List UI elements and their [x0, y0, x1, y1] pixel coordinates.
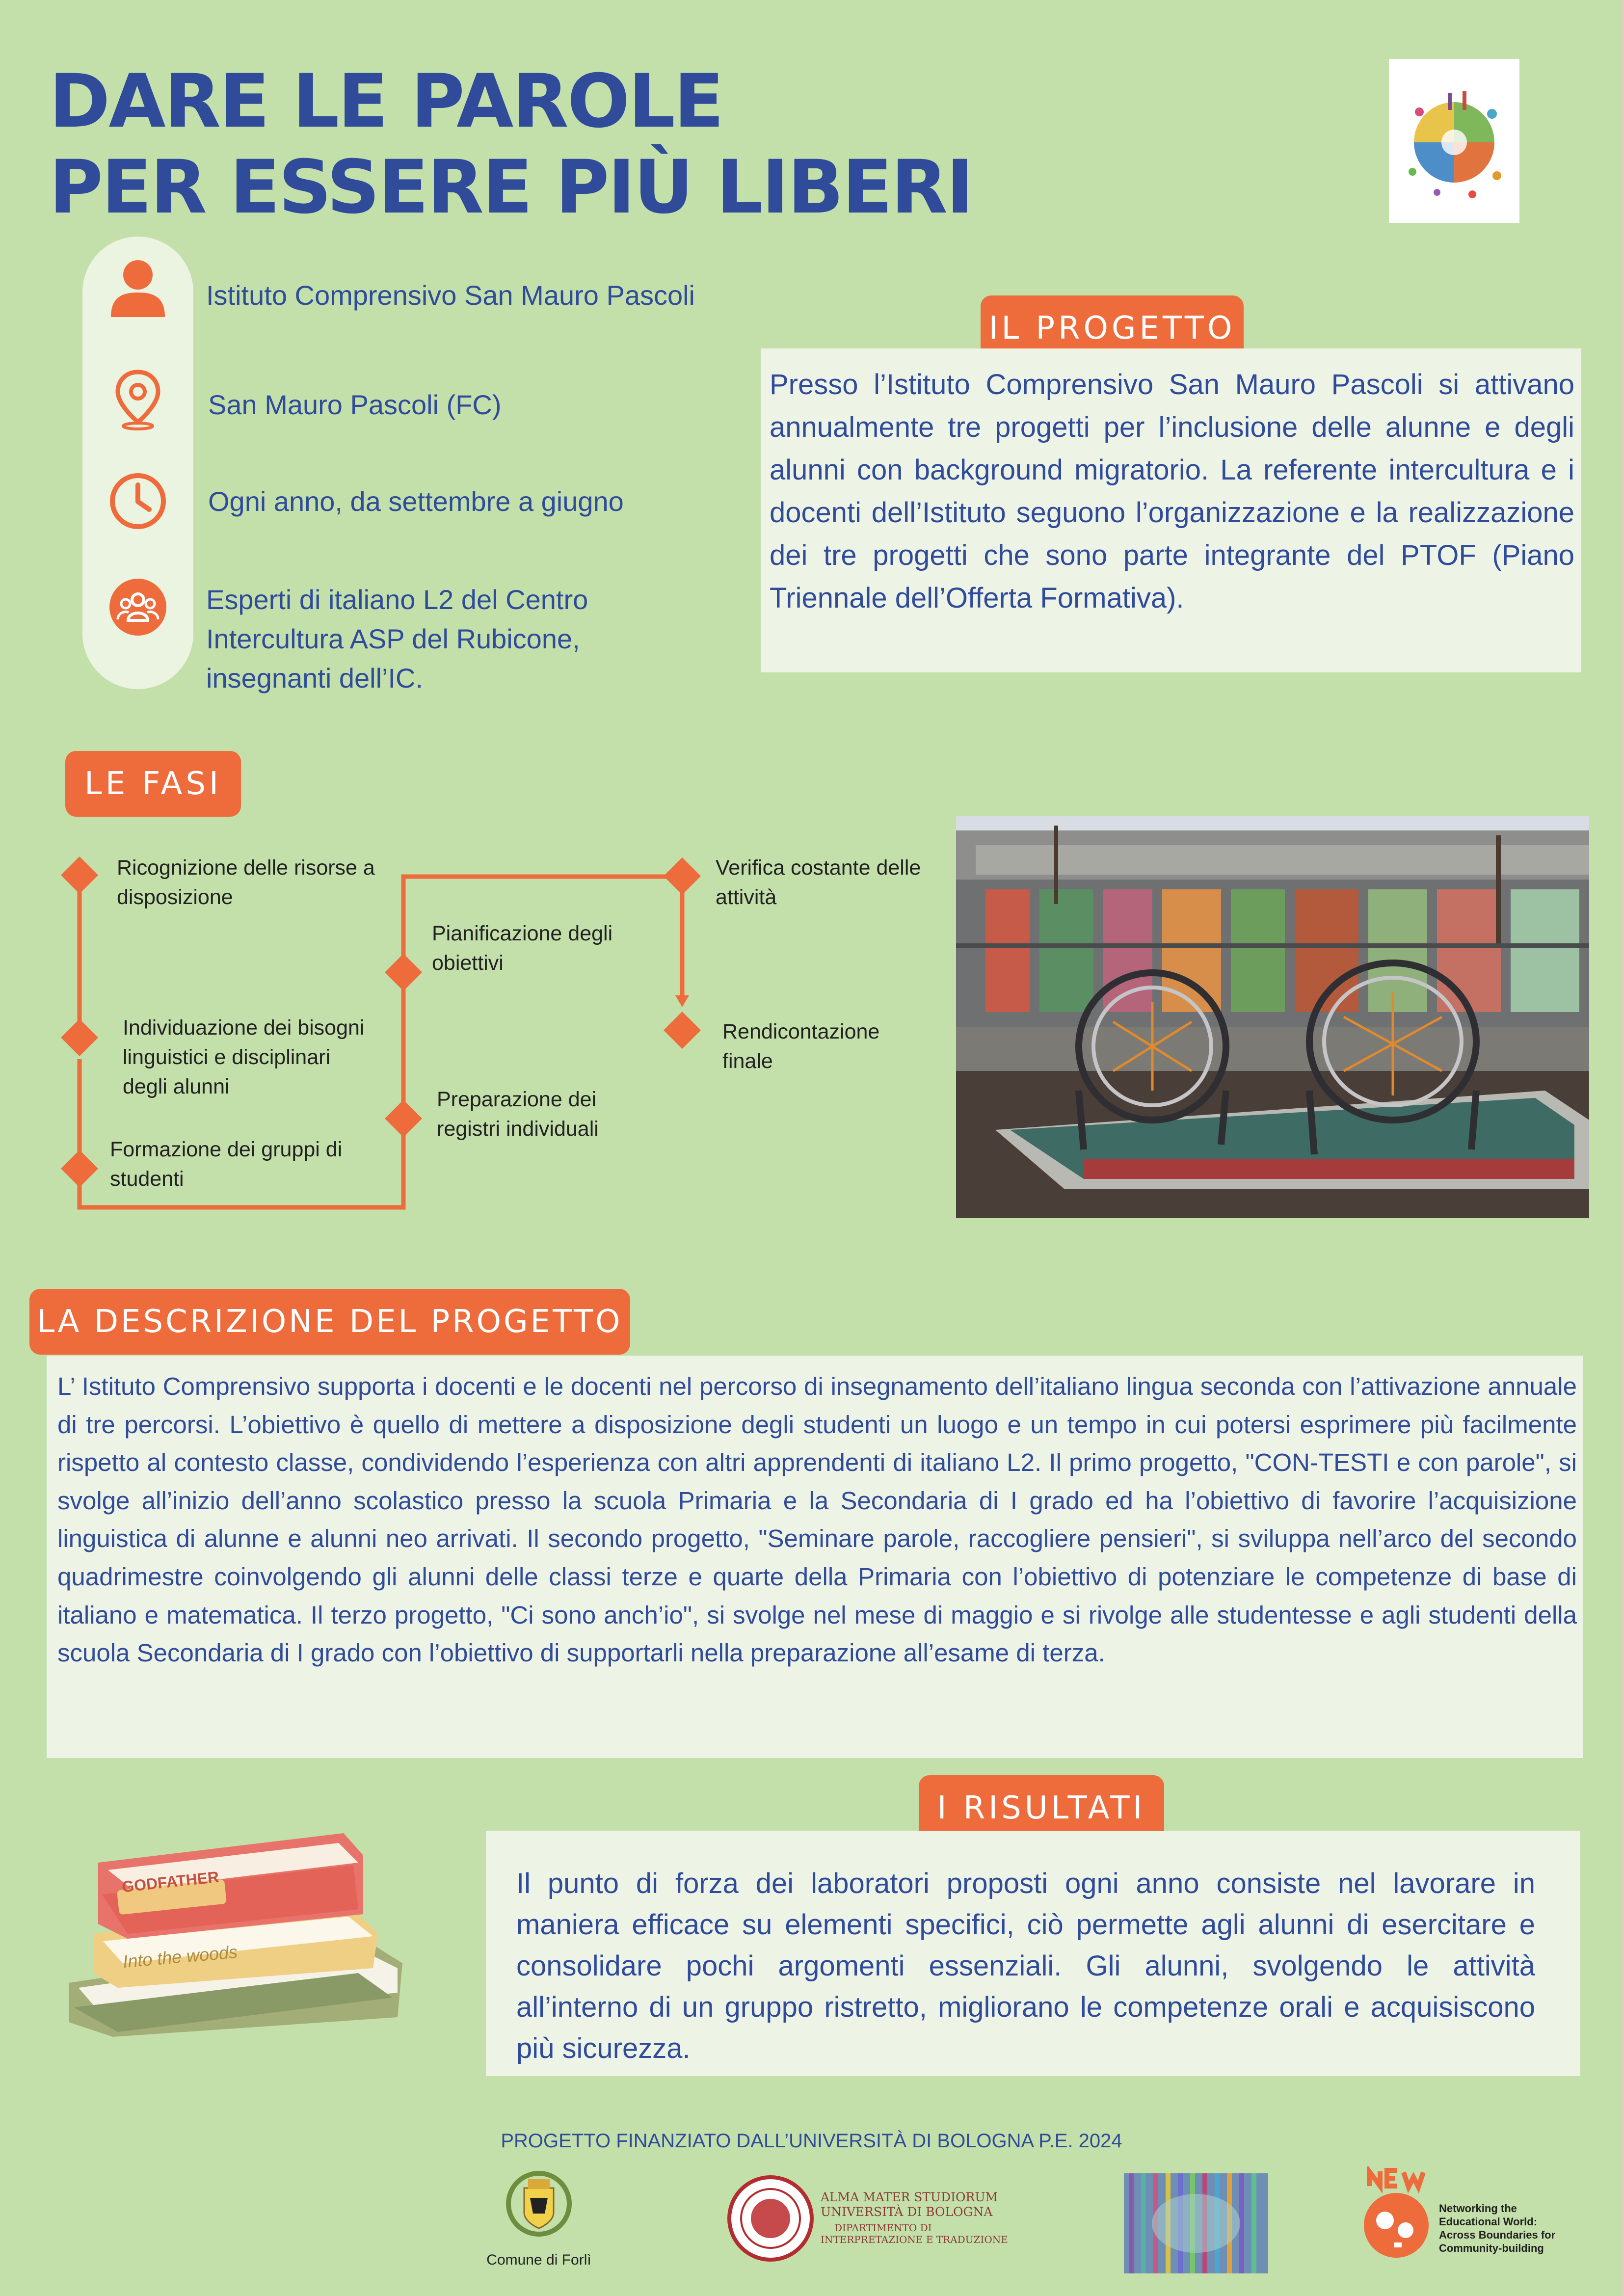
project-people: Esperti di italiano L2 del Centro Intercultura ASP del Rubicone, insegnanti dell’IC.: [206, 584, 588, 694]
comune-label: Comune di Forlì: [486, 2252, 591, 2268]
new-abc-logo: [1355, 2166, 1438, 2265]
school-name: Istituto Comprensivo San Mauro Pascoli: [206, 280, 695, 311]
descrizione-tag: LA DESCRIZIONE DEL PROGETTO: [29, 1289, 630, 1355]
le-fasi-tag: LE FASI: [65, 751, 241, 817]
school-location: San Mauro Pascoli (FC): [208, 389, 502, 420]
step-2: Individuazione dei bisogni linguistici e disciplinari degli alunni: [123, 1016, 365, 1098]
new-line-3: Across Boundaries for: [1439, 2229, 1556, 2241]
clock-icon: [106, 469, 170, 533]
books-illustration: [59, 1816, 412, 2047]
project-period: Ogni anno, da settembre a giugno: [208, 486, 624, 517]
step-diamond: [385, 1100, 422, 1137]
unibo-seal: [726, 2174, 815, 2263]
step-4: Preparazione dei registri individuali: [437, 1088, 599, 1141]
step-diamond: [664, 1012, 701, 1049]
risultati-tag: I RISULTATI: [919, 1775, 1164, 1841]
project-logo: [1389, 59, 1519, 223]
unibo-line-3: DIPARTIMENTO DI: [834, 2222, 932, 2234]
step-1: Ricognizione delle risorse a disposizione: [117, 856, 375, 909]
unibo-line-2: UNIVERSITÀ DI BOLOGNA: [821, 2205, 993, 2219]
step-diamond: [61, 856, 98, 894]
people-group-icon: [106, 575, 170, 639]
descrizione-card: [47, 1356, 1583, 1758]
new-line-2: Educational World:: [1439, 2216, 1538, 2228]
step-diamond: [664, 857, 701, 895]
step-6: Verifica costante delle attività: [716, 856, 921, 909]
flow-arrow-down: [675, 995, 689, 1007]
unibo-line-1: ALMA MATER STUDIORUM: [821, 2190, 998, 2204]
new-line-4: Community-building: [1439, 2242, 1544, 2254]
unibo-line-4: INTERPRETAZIONE E TRADUZIONE: [821, 2234, 1008, 2245]
step-diamond: [385, 954, 422, 991]
colorful-pattern-logo: [1124, 2173, 1268, 2273]
new-line-1: Networking the: [1439, 2202, 1517, 2215]
poster-title: [49, 59, 972, 231]
location-pin-icon: [106, 367, 170, 431]
step-7: Rendicontazione finale: [722, 1020, 880, 1073]
il-progetto-card: [761, 348, 1581, 672]
book-title-middle: Into the woods: [122, 1941, 239, 1972]
comune-di-forli-crest: [505, 2168, 573, 2242]
step-5: Pianificazione degli obiettivi: [432, 922, 613, 975]
title-line-1: DARE LE PAROLE: [49, 59, 723, 144]
risultati-text: Il punto di forza dei laboratori proposti ogni anno consiste nel lavorare in maniera efficace su elementi specifici, ciò permette agli alunni di esercitare e consolidare pochi argomenti essenziali. Gli alunni, svolgendo le attività all’interno di un gruppo ristretto, migliorano le competenze orali e acquisiscono più sicurezza.: [516, 1868, 1535, 2064]
school-playground-photo: [956, 816, 1589, 1218]
step-diamond: [61, 1019, 98, 1056]
descrizione-text: L’ Istituto Comprensivo supporta i docenti e le docenti nel percorso di insegnamento dell’italiano lingua seconda con l’attivazione annuale di tre percorsi. L’obiettivo è quello di mettere a disposizione degli studenti un luogo e un tempo in cui potersi esprimere più facilmente rispetto al contesto classe, condividendo l’esperienza con altri apprendenti di italiano L2. Il primo progetto, "CON-TESTI e con parole", si svolge all’inizio dell’anno scolastico presso la scuola Primaria e la Secondaria di I grado ed ha l’obiettivo di favorire l’acquisizione linguistica di alunne e alunni neo arrivati. Il secondo progetto, "Seminare parole, raccogliere pensieri", si sviluppa nell’arco del secondo quadrimestre coinvolgendo gli alunni delle classi terze e quarte della Primaria con l’obiettivo di potenziare le competenze di base di italiano e matematica. Il terzo progetto, "Ci sono anch’io", si svolge nel mese di maggio e si rivolge alle studentesse e agli studenti della scuola Secondaria di I grado con l’obiettivo di supportarli nella preparazione all’esame di terza.: [57, 1372, 1577, 1667]
il-progetto-tag: IL PROGETTO: [981, 295, 1244, 361]
person-icon: [106, 256, 170, 320]
step-3: Formazione dei gruppi di studenti: [110, 1138, 343, 1191]
funding-note: PROGETTO FINANZIATO DALL’UNIVERSITÀ DI BOLOGNA P.E. 2024: [501, 2130, 1122, 2152]
step-diamond: [61, 1150, 98, 1187]
book-title-top: GODFATHER: [121, 1868, 220, 1896]
il-progetto-text: Presso l’Istituto Comprensivo San Mauro Pascoli si attivano annualmente tre progetti per l’inclusione delle alunne e degli alunni con background migratorio. La referente intercultura e i docenti dell’Istituto seguono l’organizzazione e la realizzazione dei tre progetti che sono parte integrante del PTOF (Piano Triennale dell’Offerta Formativa).: [770, 369, 1574, 614]
risultati-card: [486, 1831, 1580, 2076]
title-line-2: PER ESSERE PIÙ LIBERI: [49, 145, 972, 230]
